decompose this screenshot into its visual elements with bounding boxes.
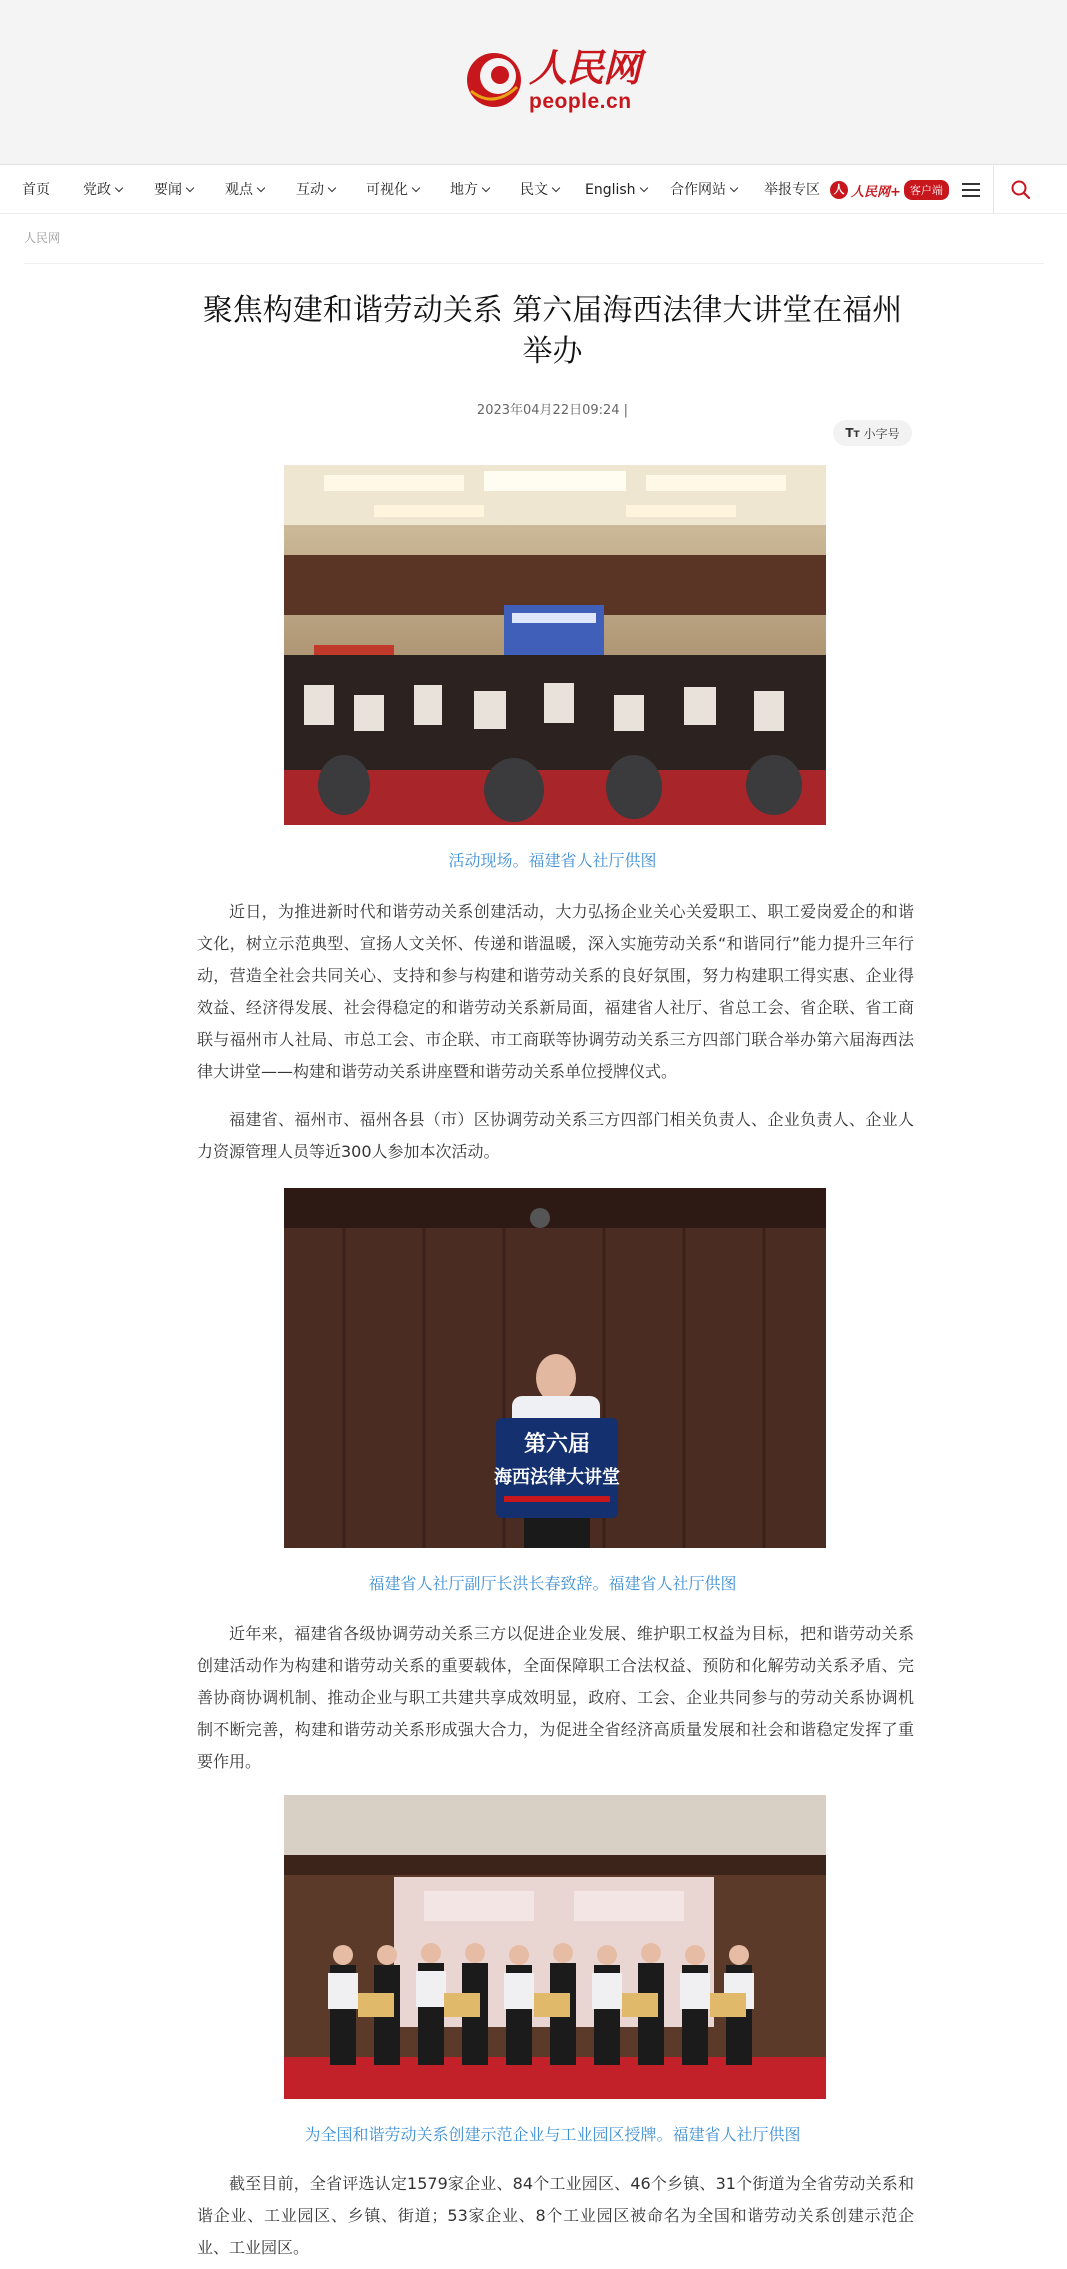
site-header [0,0,1067,165]
search-icon[interactable] [1010,179,1032,201]
nav-item-english[interactable]: English [585,166,647,214]
people-app-icon: 人 [830,181,848,199]
article-title: 聚焦构建和谐劳动关系 第六届海西法律大讲堂在福州举办 [202,293,903,369]
client-brand-text: 人民网+ [851,184,901,200]
article-photo-ceremony [284,1795,826,2099]
chevron-down-icon [328,184,336,192]
nav-item-local[interactable]: 地方 [450,166,489,214]
photo-caption: 活动现场。福建省人社厅供图 [448,851,657,870]
site-logo[interactable] [465,40,645,120]
article-photo-conference [284,465,826,825]
nav-item-opinion[interactable]: 观点 [225,166,264,214]
font-size-label: 小字号 [863,426,900,441]
chevron-down-icon [482,184,490,192]
article-paragraph: 近日，为推进新时代和谐劳动关系创建活动，大力弘扬企业关心关爱职工、职工爱岗爱企的和谐文化，树立示范典型、宣扬人文关怀、传递和谐温暖，深入实施劳动关系“和谐同行”能力提升三年行动，营造全社会共同关心、支持和参与构建和谐劳动关系的良好氛围，努力构建职工得实惠、企业得效益、经济得发展、社会得稳定的和谐劳动关系新局面，福建省人社厅、省总工会、省企联、省工商联与福州市人社局、市总工会、市企联、市工商联等协调劳动关系三方四部门联合举办第六届海西法律大讲堂——构建和谐劳动关系讲座暨和谐劳动关系单位授牌仪式。 [197,902,914,1081]
font-size-toggle[interactable] [833,420,912,446]
chevron-down-icon [257,184,265,192]
article-meta: 2023年04月22日09:24 | [476,403,629,418]
nav-item-visual[interactable]: 可视化 [366,166,419,214]
nav-item-partners[interactable]: 合作网站 [670,166,737,214]
chevron-down-icon [639,184,647,192]
client-app-link[interactable] [830,178,949,202]
article-paragraph: 福建省、福州市、福州各县（市）区协调劳动关系三方四部门相关负责人、企业负责人、企业人力资源管理人员等近300人参加本次活动。 [197,1110,914,1161]
breadcrumb-divider [24,263,1044,264]
article-paragraph: 近年来，福建省各级协调劳动关系三方以促进企业发展、维护职工权益为目标，把和谐劳动关系创建活动作为构建和谐劳动关系的重要载体，全面保障职工合法权益、预防和化解劳动关系矛盾、完善协商协调机制、推动企业与职工共建共享成效明显，政府、工会、企业共同参与的劳动关系协调机制不断完善，构建和谐劳动关系形成强大合力，为促进全省经济高质量发展和社会和谐稳定发挥了重要作用。 [197,1624,914,1771]
nav-item-news[interactable]: 要闻 [154,166,193,214]
nav-divider [993,166,994,214]
photo-caption: 为全国和谐劳动关系创建示范企业与工业园区授牌。福建省人社厅供图 [304,2125,801,2144]
article-photo-speaker [284,1188,826,1548]
chevron-down-icon [186,184,194,192]
article-paragraph: 截至目前，全省评选认定1579家企业、84个工业园区、46个乡镇、31个街道为全省劳动关系和谐企业、工业园区、乡镇、街道；53家企业、8个工业园区被命名为全国和谐劳动关系创建示范企业、工业园区。 [197,2174,914,2257]
logo-english-text: people.cn [529,89,632,113]
chevron-down-icon [412,184,420,192]
podium-sign-title: 第六届 [523,1432,591,1457]
podium-sign-subtitle: 海西法律大讲堂 [494,1467,620,1488]
nav-item-home[interactable]: 首页 [22,182,50,198]
nav-item-report[interactable]: 举报专区 [764,182,820,198]
nav-item-party-gov[interactable]: 党政 [83,166,122,214]
logo-chinese-text: 人民网 [529,44,641,90]
chevron-down-icon [730,184,738,192]
chevron-down-icon [552,184,560,192]
main-nav [0,166,1067,214]
breadcrumb[interactable]: 人民网 [24,231,61,245]
photo-caption: 福建省人社厅副厅长洪长春致辞。福建省人社厅供图 [368,1574,737,1593]
font-size-icon: TT [845,426,860,440]
client-badge: 客户端 [904,180,949,200]
chevron-down-icon [115,184,123,192]
nav-item-ethnic[interactable]: 民文 [520,166,559,214]
logo-mark-icon [465,51,523,109]
hamburger-icon[interactable] [962,181,982,199]
nav-item-interact[interactable]: 互动 [296,166,335,214]
